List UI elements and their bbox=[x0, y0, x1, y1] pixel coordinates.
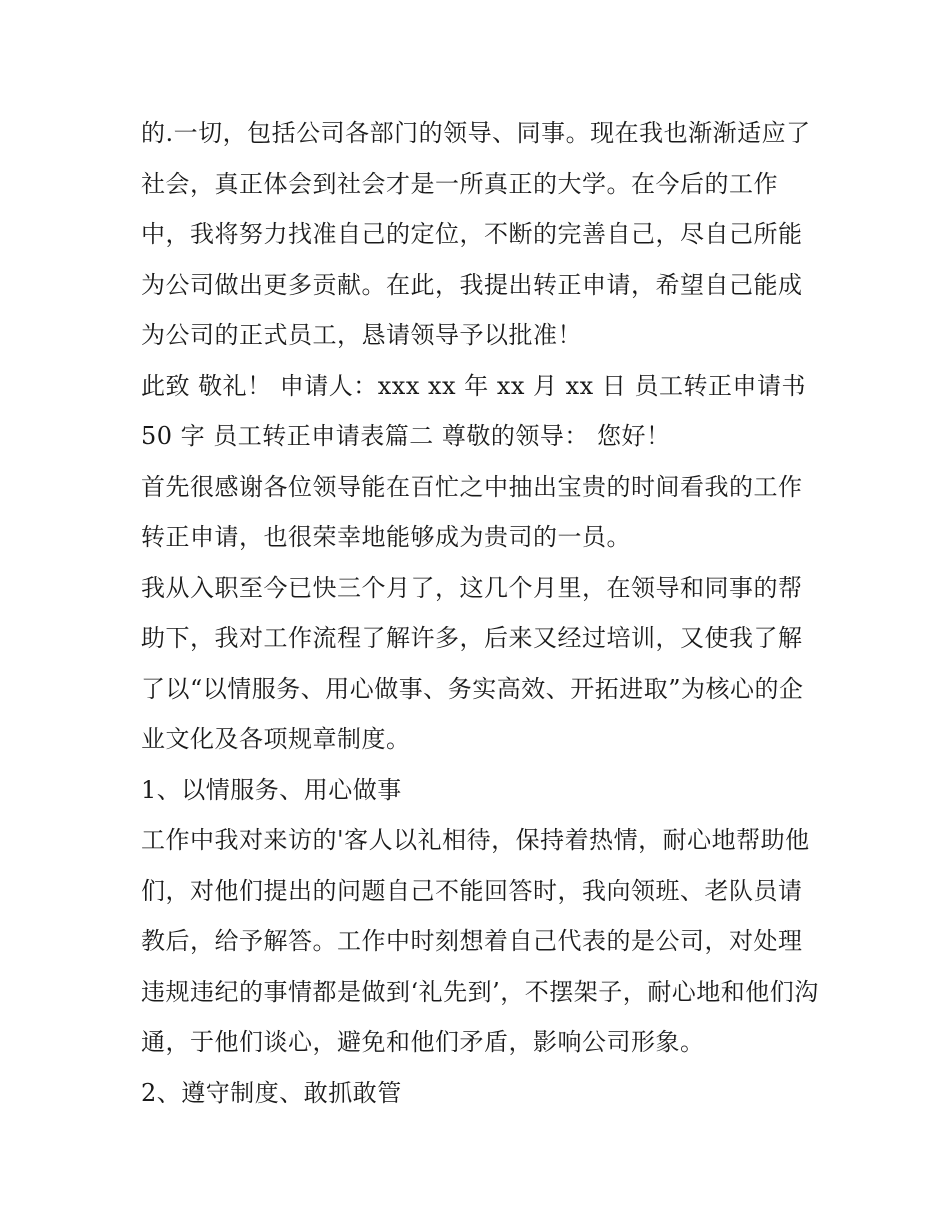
section-heading-2: 2、遵守制度、敢抓敢管 bbox=[141, 1078, 402, 1107]
paragraph-gratitude: 首先很感谢各位领导能在百忙之中抽出宝贵的时间看我的工作转正申请，也很荣幸地能够成为贵司的一员。 bbox=[141, 472, 803, 551]
document-body bbox=[141, 108, 821, 1118]
section-heading-1: 1、以情服务、用心做事 bbox=[141, 775, 402, 804]
paragraph-closing-remarks: 的.一切，包括公司各部门的领导、同事。现在我也渐渐适应了社会，真正体会到社会才是一所真正的大学。在今后的工作中，我将努力找准自己的定位，不断的完善自己，尽自己所能为公司做出更多贡献。在此，我提出转正申请，希望自己能成为公司的正式员工，恳请领导予以批准！ bbox=[141, 119, 811, 349]
paragraph-salutation-and-title: 此致 敬礼！ 申请人：xxx xx 年 xx 月 xx 日 员工转正申请书 50 字 员工转正申请表篇二 尊敬的领导： 您好！ bbox=[141, 371, 806, 450]
paragraph-experience: 我从入职至今已快三个月了，这几个月里，在领导和同事的帮助下，我对工作流程了解许多，后来又经过培训，又使我了解了以“以情服务、用心做事、务实高效、开拓进取”为核心的企业文化及各项规章制度。 bbox=[141, 573, 804, 753]
paragraph-service-details: 工作中我对来访的'客人以礼相待，保持着热情，耐心地帮助他们，对他们提出的问题自己不能回答时，我向领班、老队员请教后，给予解答。工作中时刻想着自己代表的是公司，对处理违规违纪的事情都是做到‘礼先到’，不摆架子，耐心地和他们沟通，于他们谈心，避免和他们矛盾，影响公司形象。 bbox=[141, 826, 819, 1056]
